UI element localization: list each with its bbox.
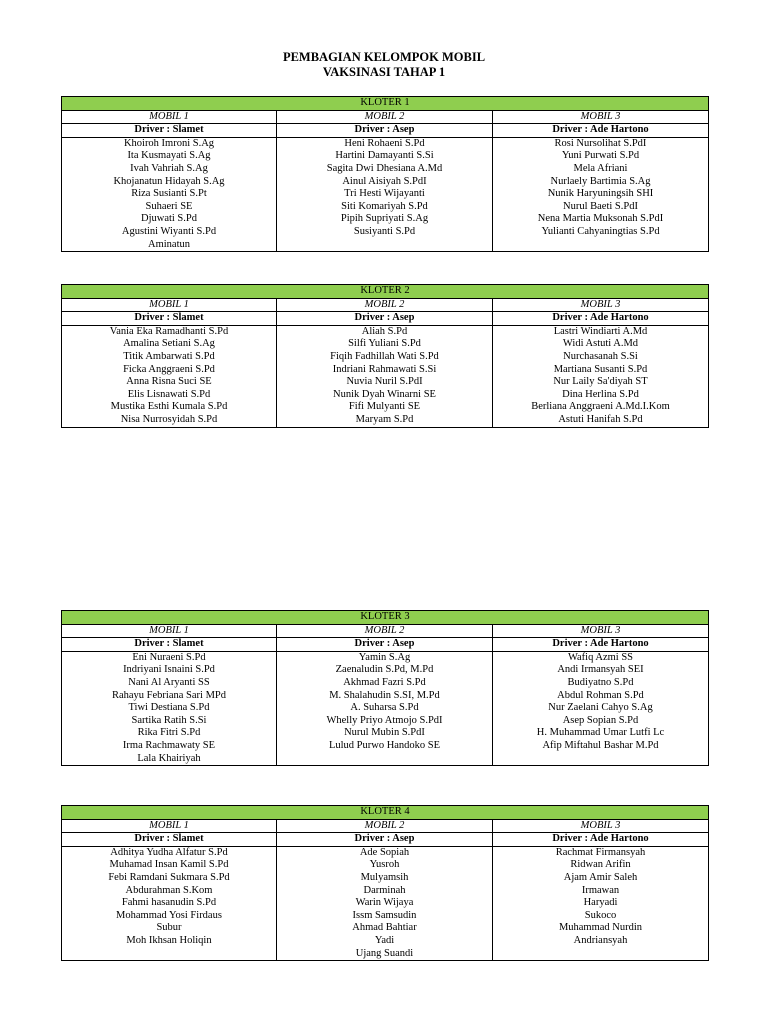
passenger-name: Irma Rachmawaty SE	[122, 739, 216, 751]
passenger-name: Abdurahman S.Kom	[125, 884, 213, 896]
passenger-name: Khoiroh Imroni S.Ag	[123, 137, 215, 149]
passenger-name: Nur Zaelani Cahyo S.Ag	[548, 702, 653, 714]
kloter-header: KLOTER 1	[62, 97, 709, 111]
passenger-name: Djuwati S.Pd	[140, 213, 197, 225]
passenger-name: Anna Risna Suci SE	[126, 376, 212, 388]
kloter-table	[61, 96, 709, 252]
passenger-name: Mustika Esthi Kumala S.Pd	[110, 401, 228, 413]
passenger-name: Haryadi	[583, 897, 618, 909]
passenger-name: Sartika Ratih S.Si	[131, 714, 207, 726]
passenger-name: Zaenaludin S.Pd, M.Pd	[335, 664, 434, 676]
passenger-name: Nani Al Aryanti SS	[128, 676, 210, 688]
passenger-name: Aliah S.Pd	[361, 325, 408, 337]
passenger-name: Subur	[156, 922, 182, 934]
mobil-label: MOBIL 3	[493, 110, 709, 124]
mobil-label: MOBIL 1	[62, 110, 277, 124]
driver-label: Driver : Ade Hartono	[493, 312, 709, 326]
passenger-name: Akhmad Fazri S.Pd	[343, 676, 426, 688]
mobil-label: MOBIL 2	[277, 819, 493, 833]
kloter-table	[61, 284, 709, 428]
passenger-name: Issm Samsudin	[352, 909, 417, 921]
passenger-name: Yusroh	[369, 859, 400, 871]
passenger-name: Rachmat Firmansyah	[555, 846, 646, 858]
passenger-name: Yadi	[374, 934, 395, 946]
passenger-name: Maryam S.Pd	[355, 413, 414, 425]
driver-label: Driver : Slamet	[62, 638, 277, 652]
passenger-name: Indriyani Isnaini S.Pd	[123, 664, 215, 676]
title-line-2: VAKSINASI TAHAP 1	[322, 65, 446, 79]
title-line-1: PEMBAGIAN KELOMPOK MOBIL	[282, 50, 486, 64]
passenger-name: Astuti Hanifah S.Pd	[558, 413, 643, 425]
passenger-name: A. Suharsa S.Pd	[350, 702, 419, 714]
passenger-name: Muhamad Insan Kamil S.Pd	[109, 859, 229, 871]
passenger-name: Hartini Damayanti S.Si	[335, 150, 434, 162]
passenger-name: Ajam Amir Saleh	[563, 871, 638, 883]
passenger-name: Rika Fitri S.Pd	[137, 727, 201, 739]
passenger-name: Suhaeri SE	[145, 200, 193, 212]
mobil-label: MOBIL 2	[277, 298, 493, 312]
document-title	[0, 50, 768, 80]
passenger-name: Vania Eka Ramadhanti S.Pd	[109, 325, 229, 337]
passenger-list	[493, 137, 709, 251]
driver-label: Driver : Ade Hartono	[493, 638, 709, 652]
kloter-table	[61, 610, 709, 766]
mobil-label: MOBIL 3	[493, 298, 709, 312]
passenger-name: Indriani Rahmawati S.Si	[332, 363, 437, 375]
passenger-name: Dina Herlina S.Pd	[562, 388, 639, 400]
passenger-name: H. Muhammad Umar Lutfi Lc	[536, 727, 665, 739]
passenger-name: Ficka Anggraeni S.Pd	[123, 363, 215, 375]
passenger-list	[277, 651, 493, 765]
passenger-name: Ridwan Arifin	[570, 859, 631, 871]
passenger-name: Nurul Baeti S.PdI	[563, 200, 638, 212]
mobil-label: MOBIL 3	[493, 819, 709, 833]
driver-label: Driver : Asep	[277, 833, 493, 847]
passenger-name: Andriansyah	[573, 934, 628, 946]
passenger-name: Silfi Yuliani S.Pd	[348, 338, 421, 350]
passenger-name: Afip Miftahul Bashar M.Pd	[542, 739, 659, 751]
passenger-name: Febi Ramdani Sukmara S.Pd	[108, 871, 230, 883]
kloter-header: KLOTER 2	[62, 285, 709, 299]
driver-label: Driver : Slamet	[62, 833, 277, 847]
passenger-name: Nunik Haryuningsih SHI	[547, 188, 654, 200]
passenger-name: Warin Wijaya	[355, 897, 414, 909]
mobil-label: MOBIL 2	[277, 110, 493, 124]
passenger-name: Aminatun	[148, 238, 190, 250]
passenger-name: Nurlaely Bartimia S.Ag	[550, 175, 651, 187]
passenger-name: Nur Laily Sa'diyah ST	[553, 376, 648, 388]
passenger-name: Nunik Dyah Winarni SE	[333, 388, 436, 400]
passenger-name: Rosi Nursolihat S.PdI	[554, 137, 647, 149]
passenger-name: Nuvia Nuril S.PdI	[346, 376, 423, 388]
passenger-name: Irmawan	[581, 884, 620, 896]
driver-label: Driver : Slamet	[62, 312, 277, 326]
passenger-name: Nisa Nurrosyidah S.Pd	[120, 413, 218, 425]
passenger-name: Wafiq Azmi SS	[567, 651, 634, 663]
driver-label: Driver : Asep	[277, 638, 493, 652]
mobil-label: MOBIL 1	[62, 624, 277, 638]
passenger-list	[277, 846, 493, 960]
passenger-list	[62, 846, 277, 960]
passenger-name: Amalina Setiani S.Ag	[123, 338, 215, 350]
passenger-name: Asep Sopian S.Pd	[562, 714, 639, 726]
passenger-name: M. Shalahudin S.SI, M.Pd	[329, 689, 440, 701]
mobil-label: MOBIL 2	[277, 624, 493, 638]
passenger-name: Riza Susianti S.Pt	[131, 188, 207, 200]
kloter-table	[61, 805, 709, 961]
passenger-list	[62, 325, 277, 427]
passenger-list	[62, 651, 277, 765]
passenger-name: Fahmi hasanudin S.Pd	[121, 897, 217, 909]
passenger-name: Tri Hesti Wijayanti	[344, 188, 425, 200]
passenger-name: Darminah	[363, 884, 406, 896]
driver-label: Driver : Slamet	[62, 124, 277, 138]
passenger-name: Mela Afriani	[573, 162, 628, 174]
mobil-label: MOBIL 3	[493, 624, 709, 638]
passenger-name: Sagita Dwi Dhesiana A.Md	[326, 162, 443, 174]
passenger-name: Nurchasanah S.Si	[563, 350, 638, 362]
passenger-name: Mulyamsih	[360, 871, 409, 883]
passenger-name: Abdul Rohman S.Pd	[557, 689, 644, 701]
driver-label: Driver : Ade Hartono	[493, 124, 709, 138]
passenger-name: Khojanatun Hidayah S.Ag	[113, 175, 225, 187]
passenger-name: Eni Nuraeni S.Pd	[132, 651, 206, 663]
passenger-name: Ainul Aisiyah S.PdI	[342, 175, 427, 187]
passenger-name: Pipih Supriyati S.Ag	[340, 213, 429, 225]
passenger-name: Titik Ambarwati S.Pd	[123, 350, 215, 362]
passenger-name: Elis Lisnawati S.Pd	[127, 388, 211, 400]
passenger-name: Ahmad Bahtiar	[352, 922, 417, 934]
passenger-name: Lastri Windiarti A.Md	[553, 325, 648, 337]
driver-label: Driver : Ade Hartono	[493, 833, 709, 847]
passenger-name: Widi Astuti A.Md	[562, 338, 639, 350]
passenger-name: Ujang Suandi	[355, 947, 414, 959]
driver-label: Driver : Asep	[277, 124, 493, 138]
passenger-name: Agustini Wiyanti S.Pd	[121, 225, 217, 237]
passenger-list	[493, 325, 709, 427]
kloter-header: KLOTER 3	[62, 611, 709, 625]
driver-label: Driver : Asep	[277, 312, 493, 326]
passenger-name: Mohammad Yosi Firdaus	[116, 909, 222, 921]
passenger-name: Nena Martia Muksonah S.PdI	[537, 213, 664, 225]
passenger-list	[493, 651, 709, 765]
passenger-name: Lala Khairiyah	[137, 752, 201, 764]
passenger-name: Heni Rohaeni S.Pd	[344, 137, 425, 149]
passenger-name: Ita Kusmayati S.Ag	[127, 150, 211, 162]
passenger-name: Tiwi Destiana S.Pd	[128, 702, 210, 714]
mobil-label: MOBIL 1	[62, 298, 277, 312]
kloter-header: KLOTER 4	[62, 806, 709, 820]
passenger-name: Sukoco	[584, 909, 617, 921]
passenger-name: Lulud Purwo Handoko SE	[328, 739, 441, 751]
passenger-name: Siti Komariyah S.Pd	[341, 200, 428, 212]
passenger-name: Yamin S.Ag	[358, 651, 411, 663]
passenger-name: Fifi Mulyanti SE	[348, 401, 421, 413]
passenger-list	[277, 137, 493, 251]
passenger-name: Susiyanti S.Pd	[353, 225, 416, 237]
passenger-list	[277, 325, 493, 427]
passenger-name: Yulianti Cahyaningtias S.Pd	[541, 225, 660, 237]
passenger-name: Muhammad Nurdin	[558, 922, 643, 934]
passenger-name: Ivah Vahriah S.Ag	[130, 162, 208, 174]
passenger-name: Rahayu Febriana Sari MPd	[111, 689, 227, 701]
passenger-list	[62, 137, 277, 251]
passenger-name: Budiyatno S.Pd	[567, 676, 634, 688]
passenger-name: Whelly Priyo Atmojo S.PdI	[326, 714, 443, 726]
passenger-name: Yuni Purwati S.Pd	[561, 150, 640, 162]
passenger-name: Adhitya Yudha Alfatur S.Pd	[110, 846, 228, 858]
passenger-name: Nurul Mubin S.PdI	[344, 727, 425, 739]
passenger-name: Andi Irmansyah SEI	[557, 664, 644, 676]
passenger-name: Ade Sopiah	[359, 846, 410, 858]
passenger-name: Berliana Anggraeni A.Md.I.Kom	[531, 401, 670, 413]
passenger-name: Moh Ikhsan Holiqin	[126, 934, 212, 946]
mobil-label: MOBIL 1	[62, 819, 277, 833]
passenger-list	[493, 846, 709, 960]
passenger-name: Martiana Susanti S.Pd	[553, 363, 648, 375]
passenger-name: Fiqih Fadhillah Wati S.Pd	[330, 350, 439, 362]
